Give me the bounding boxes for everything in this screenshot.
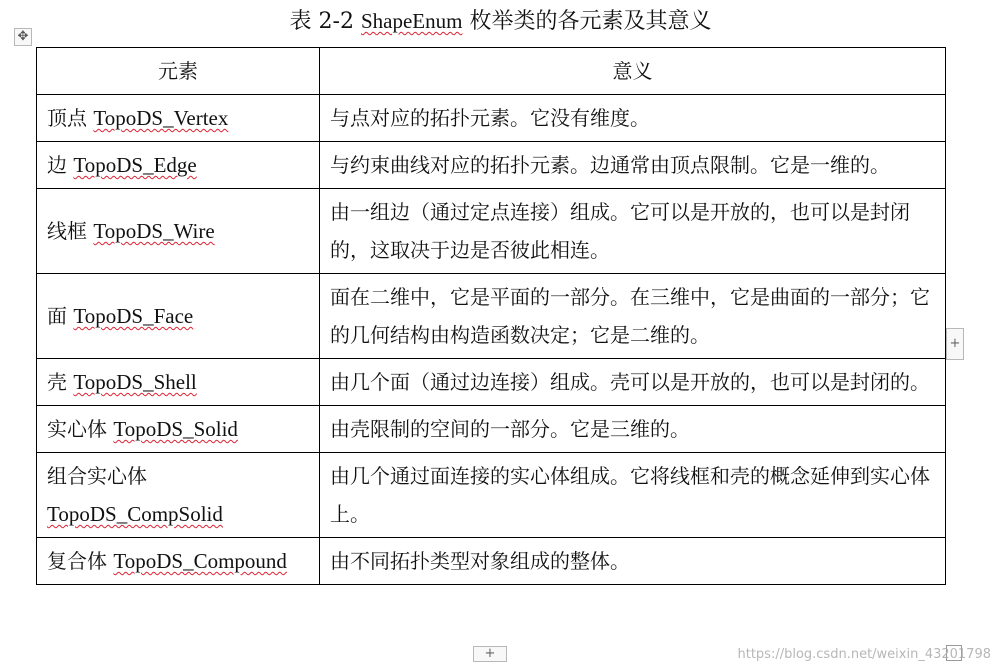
meaning-cell: 由几个面（通过边连接）组成。壳可以是开放的，也可以是封闭的。 xyxy=(320,359,946,406)
table-row xyxy=(37,538,946,585)
table-row xyxy=(37,453,946,538)
element-cell xyxy=(37,274,320,359)
element-zh: 边 xyxy=(47,153,74,177)
element-zh: 线框 xyxy=(47,219,94,243)
element-en: TopoDS_Compound xyxy=(113,549,287,573)
element-cell xyxy=(37,95,320,142)
element-en: TopoDS_Wire xyxy=(93,219,215,243)
add-row-button[interactable]: + xyxy=(473,646,507,662)
shape-enum-table xyxy=(36,47,946,585)
table-row xyxy=(37,359,946,406)
header-element: 元素 xyxy=(37,48,320,95)
add-column-button[interactable]: + xyxy=(946,328,964,360)
element-zh: 组合实心体 xyxy=(47,464,147,488)
element-cell xyxy=(37,453,320,538)
meaning-cell: 面在二维中，它是平面的一部分。在三维中，它是曲面的一部分；它的几何结构由构造函数决定；它是二维的。 xyxy=(320,274,946,359)
meaning-cell: 由不同拓扑类型对象组成的整体。 xyxy=(320,538,946,585)
meaning-cell: 由一组边（通过定点连接）组成。它可以是开放的，也可以是封闭的，这取决于边是否彼此相连。 xyxy=(320,189,946,274)
table-row xyxy=(37,189,946,274)
element-en: TopoDS_Solid xyxy=(113,417,238,441)
table-row xyxy=(37,274,946,359)
element-en: TopoDS_CompSolid xyxy=(47,502,223,526)
table-row xyxy=(37,95,946,142)
element-cell xyxy=(37,538,320,585)
caption-enum-name: ShapeEnum xyxy=(360,9,463,33)
meaning-cell: 与点对应的拓扑元素。它没有维度。 xyxy=(320,95,946,142)
element-cell xyxy=(37,189,320,274)
caption-suffix: 枚举类的各元素及其意义 xyxy=(462,9,712,34)
element-zh: 壳 xyxy=(47,370,74,394)
table-row xyxy=(37,142,946,189)
element-zh: 复合体 xyxy=(47,549,114,573)
element-zh: 实心体 xyxy=(47,417,114,441)
table-move-handle-icon[interactable]: ✥ xyxy=(14,28,32,46)
table-caption xyxy=(0,6,1001,37)
header-meaning: 意义 xyxy=(320,48,946,95)
table-row xyxy=(37,406,946,453)
element-en: TopoDS_Face xyxy=(73,304,194,328)
element-cell xyxy=(37,359,320,406)
element-cell xyxy=(37,142,320,189)
element-en: TopoDS_Edge xyxy=(73,153,197,177)
meaning-cell: 与约束曲线对应的拓扑元素。边通常由顶点限制。它是一维的。 xyxy=(320,142,946,189)
element-en: TopoDS_Vertex xyxy=(93,106,229,130)
watermark: https://blog.csdn.net/weixin_43201798 xyxy=(737,647,991,662)
caption-prefix: 表 2-2 xyxy=(289,9,361,34)
table-header-row xyxy=(37,48,946,95)
element-zh: 顶点 xyxy=(47,106,94,130)
element-cell xyxy=(37,406,320,453)
element-zh: 面 xyxy=(47,304,74,328)
meaning-cell: 由几个通过面连接的实心体组成。它将线框和壳的概念延伸到实心体上。 xyxy=(320,453,946,538)
meaning-cell: 由壳限制的空间的一部分。它是三维的。 xyxy=(320,406,946,453)
element-en: TopoDS_Shell xyxy=(73,370,197,394)
